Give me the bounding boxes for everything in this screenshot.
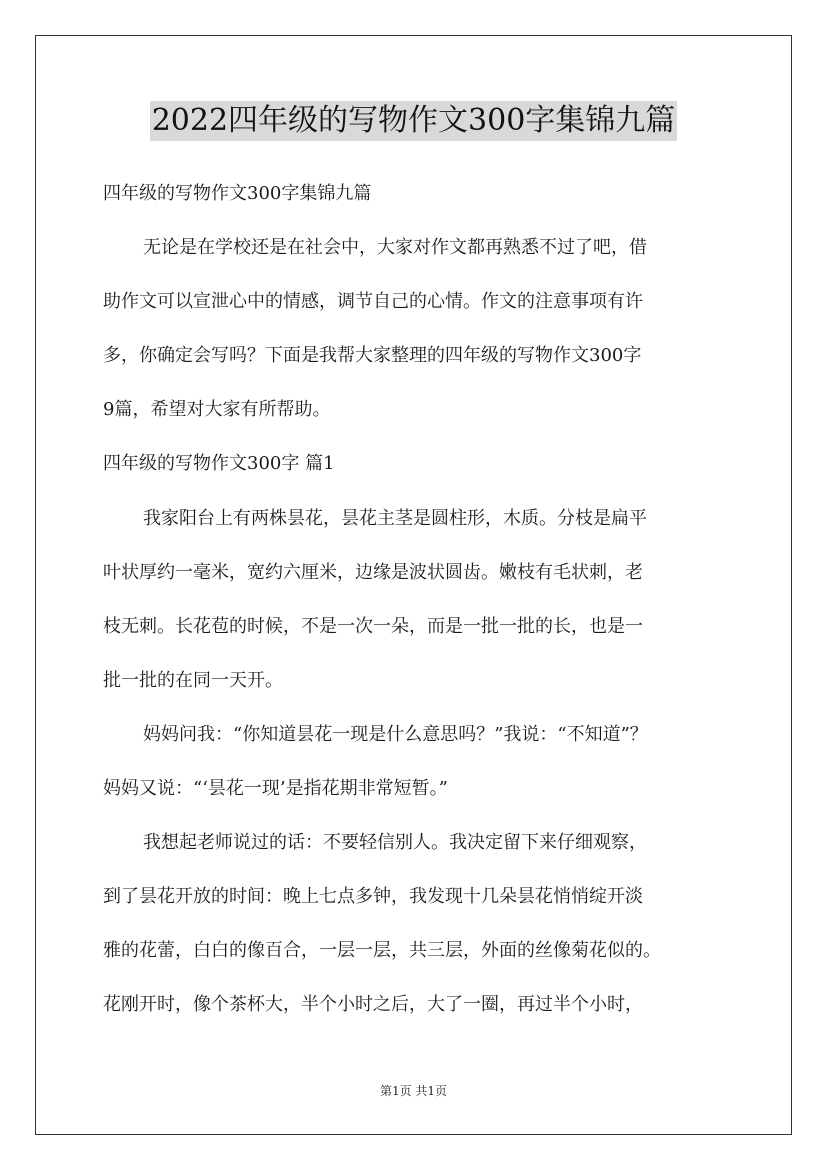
document-title [0, 101, 827, 141]
page-number-footer: 第1页 共1页 [379, 1084, 448, 1098]
paragraph-line: 花刚开时，像个茶杯大，半个小时之后，大了一圈，再过半个小时， [103, 994, 643, 1015]
paragraph-line: 妈妈又说：“‘昙花一现’是指花期非常短暂。” [103, 778, 448, 799]
intro-line: 多，你确定会写吗？下面是我帮大家整理的四年级的写物作文300字 [103, 345, 642, 366]
document-subtitle: 四年级的写物作文300字集锦九篇 [103, 183, 372, 204]
paragraph-line: 到了昙花开放的时间：晚上七点多钟，我发现十几朵昙花悄悄绽开淡 [103, 886, 643, 907]
paragraph-line: 我家阳台上有两株昙花，昙花主茎是圆柱形，木质。分枝是扁平 [143, 508, 647, 529]
paragraph-line: 我想起老师说过的话：不要轻信别人。我决定留下来仔细观察， [143, 832, 647, 853]
section-heading: 四年级的写物作文300字 篇1 [103, 453, 335, 474]
document-title-text: 2022四年级的写物作文300字集锦九篇 [150, 101, 678, 141]
paragraph-line: 妈妈问我：“你知道昙花一现是什么意思吗？”我说：“不知道”？ [143, 724, 648, 745]
intro-line: 助作文可以宣泄心中的情感，调节自己的心情。作文的注意事项有许 [103, 291, 643, 312]
paragraph-line: 叶状厚约一毫米，宽约六厘米，边缘是波状圆齿。嫩枝有毛状刺，老 [103, 562, 643, 583]
paragraph-line: 雅的花蕾，白白的像百合，一层一层，共三层，外面的丝像菊花似的。 [103, 940, 661, 961]
intro-line: 9篇，希望对大家有所帮助。 [103, 399, 331, 420]
intro-line: 无论是在学校还是在社会中，大家对作文都再熟悉不过了吧，借 [143, 237, 647, 258]
paragraph-line: 枝无刺。长花苞的时候，不是一次一朵，而是一批一批的长，也是一 [103, 616, 643, 637]
paragraph-line: 批一批的在同一天开。 [103, 670, 283, 691]
